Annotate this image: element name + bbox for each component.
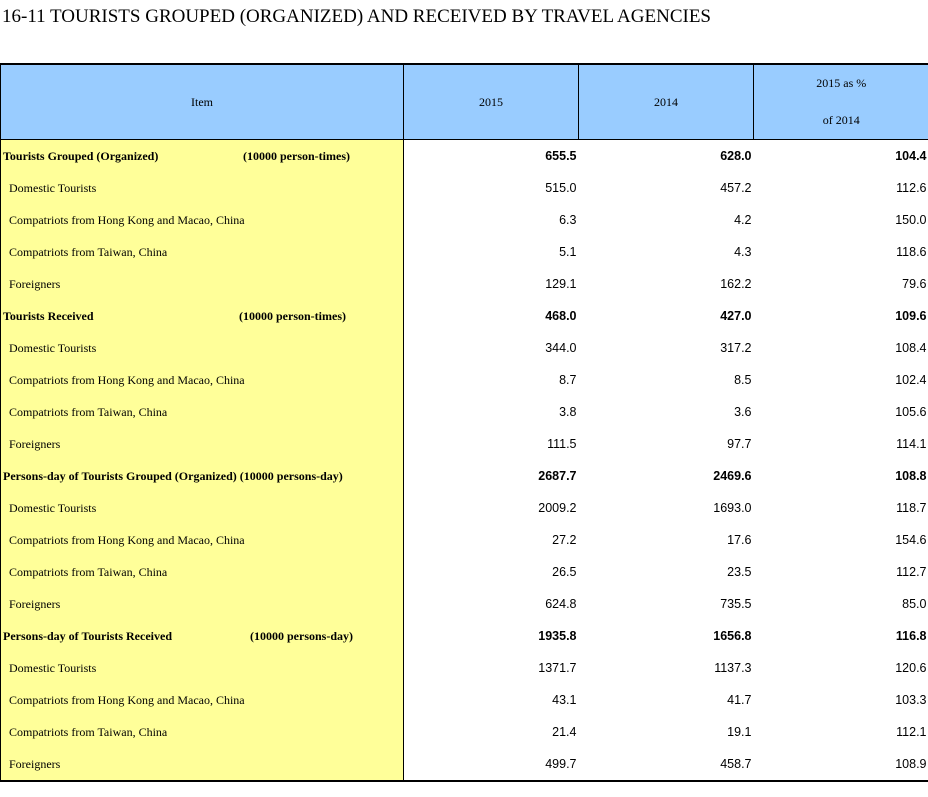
table-row bbox=[1, 332, 928, 364]
value-2014: 4.2 bbox=[734, 213, 752, 227]
item-cell bbox=[1, 460, 404, 492]
item-label: Compatriots from Hong Kong and Macao, China bbox=[9, 692, 245, 707]
item-unit: (10000 persons-day) bbox=[239, 468, 343, 483]
value-pct: 120.6 bbox=[895, 661, 927, 675]
value-2015: 111.5 bbox=[547, 437, 577, 451]
value-pct: 154.6 bbox=[895, 533, 927, 547]
item-label: Tourists Received bbox=[3, 308, 94, 323]
value-pct: 114.1 bbox=[896, 437, 927, 451]
category-row bbox=[1, 460, 928, 492]
item-cell bbox=[1, 524, 404, 556]
table-row bbox=[1, 588, 928, 620]
item-label: Compatriots from Taiwan, China bbox=[9, 724, 168, 739]
value-2014: 23.5 bbox=[727, 565, 752, 579]
item-label: Compatriots from Hong Kong and Macao, China bbox=[9, 372, 245, 387]
item-cell bbox=[1, 332, 404, 364]
value-pct: 108.4 bbox=[895, 341, 927, 355]
table-row bbox=[1, 556, 928, 588]
value-2015: 21.4 bbox=[552, 725, 577, 739]
value-2014: 97.7 bbox=[727, 437, 752, 451]
statistics-table bbox=[0, 63, 928, 782]
item-unit: (10000 persons-day) bbox=[250, 628, 354, 643]
item-cell bbox=[1, 652, 404, 684]
value-2015: 1935.8 bbox=[538, 629, 577, 643]
header-2015: 2015 bbox=[404, 64, 579, 140]
value-2014: 1137.3 bbox=[714, 661, 752, 675]
header-pct-line2: of 2014 bbox=[822, 113, 860, 127]
item-cell bbox=[1, 556, 404, 588]
item-label: Domestic Tourists bbox=[9, 340, 97, 355]
value-2015: 8.7 bbox=[559, 373, 577, 387]
value-pct: 150.0 bbox=[895, 213, 927, 227]
item-cell bbox=[1, 588, 404, 620]
item-label: Compatriots from Taiwan, China bbox=[9, 404, 168, 419]
value-2014: 1693.0 bbox=[713, 501, 752, 515]
value-2015: 344.0 bbox=[545, 341, 577, 355]
value-pct: 103.3 bbox=[895, 693, 927, 707]
value-pct: 108.8 bbox=[895, 469, 927, 483]
item-label: Compatriots from Hong Kong and Macao, China bbox=[9, 532, 245, 547]
table-row bbox=[1, 428, 928, 460]
value-2014: 458.7 bbox=[579, 748, 754, 781]
value-pct: 109.6 bbox=[895, 309, 927, 323]
header-item: Item bbox=[1, 64, 404, 140]
table-row bbox=[1, 492, 928, 524]
value-2014: 162.2 bbox=[720, 277, 752, 291]
category-row bbox=[1, 140, 928, 173]
value-2015: 2009.2 bbox=[538, 501, 577, 515]
value-pct: 116.8 bbox=[895, 629, 927, 643]
item-label: Foreigners bbox=[9, 596, 61, 611]
item-cell bbox=[1, 684, 404, 716]
value-pct: 105.6 bbox=[895, 405, 927, 419]
value-2014: 4.3 bbox=[734, 245, 752, 259]
item-cell bbox=[1, 748, 404, 781]
value-2015: 3.8 bbox=[559, 405, 577, 419]
item-cell bbox=[1, 268, 404, 300]
item-label: Domestic Tourists bbox=[9, 500, 97, 515]
value-pct: 118.6 bbox=[896, 245, 927, 259]
item-unit: (10000 person-times) bbox=[239, 308, 346, 323]
value-2014: 317.2 bbox=[720, 341, 752, 355]
item-cell bbox=[1, 620, 404, 652]
value-pct: 85.0 bbox=[902, 597, 927, 611]
value-pct: 104.4 bbox=[895, 149, 927, 163]
table-row bbox=[1, 364, 928, 396]
value-2014: 17.6 bbox=[727, 533, 752, 547]
header-pct bbox=[754, 64, 928, 140]
value-pct: 102.4 bbox=[895, 373, 927, 387]
table-row bbox=[1, 236, 928, 268]
item-unit: (10000 person-times) bbox=[243, 148, 350, 163]
page-title: 16-11 TOURISTS GROUPED (ORGANIZED) AND RECEIVED BY TRAVEL AGENCIES bbox=[2, 6, 711, 27]
value-2014: 3.6 bbox=[734, 405, 752, 419]
value-2014: 19.1 bbox=[727, 725, 752, 739]
item-cell bbox=[1, 492, 404, 524]
item-label: Compatriots from Hong Kong and Macao, China bbox=[9, 212, 245, 227]
category-row bbox=[1, 620, 928, 652]
value-pct: 112.7 bbox=[896, 565, 927, 579]
table-row bbox=[1, 684, 928, 716]
table-row bbox=[1, 652, 928, 684]
value-2014: 628.0 bbox=[720, 149, 752, 163]
value-2014: 8.5 bbox=[734, 373, 752, 387]
table-row bbox=[1, 268, 928, 300]
item-label: Foreigners bbox=[9, 756, 61, 771]
table-row bbox=[1, 204, 928, 236]
value-2015: 1371.7 bbox=[538, 661, 577, 675]
value-2015: 6.3 bbox=[559, 213, 577, 227]
table-row bbox=[1, 748, 928, 781]
item-cell bbox=[1, 172, 404, 204]
value-2015: 27.2 bbox=[552, 533, 577, 547]
header-2014: 2014 bbox=[579, 64, 754, 140]
value-2015: 43.1 bbox=[552, 693, 577, 707]
item-cell bbox=[1, 396, 404, 428]
value-2014: 457.2 bbox=[720, 181, 752, 195]
item-label: Domestic Tourists bbox=[9, 660, 97, 675]
value-2015: 5.1 bbox=[559, 245, 577, 259]
item-label: Persons-day of Tourists Grouped (Organized) bbox=[3, 468, 237, 483]
value-pct: 108.9 bbox=[754, 748, 928, 781]
value-2015: 624.8 bbox=[545, 597, 577, 611]
value-pct: 118.7 bbox=[896, 501, 927, 515]
item-label: Foreigners bbox=[9, 436, 61, 451]
value-2015: 515.0 bbox=[545, 181, 577, 195]
value-2014: 41.7 bbox=[727, 693, 752, 707]
item-cell bbox=[1, 204, 404, 236]
item-cell bbox=[1, 364, 404, 396]
value-2015: 655.5 bbox=[545, 149, 577, 163]
item-cell bbox=[1, 428, 404, 460]
value-2014: 2469.6 bbox=[713, 469, 752, 483]
item-cell bbox=[1, 300, 404, 332]
table-row bbox=[1, 524, 928, 556]
value-2014: 735.5 bbox=[720, 597, 752, 611]
table-row bbox=[1, 396, 928, 428]
header-pct-line1: 2015 as % bbox=[816, 76, 867, 90]
item-label: Foreigners bbox=[9, 276, 61, 291]
value-2015: 129.1 bbox=[545, 277, 577, 291]
table-row bbox=[1, 716, 928, 748]
value-pct: 112.6 bbox=[896, 181, 927, 195]
value-2015: 26.5 bbox=[552, 565, 577, 579]
value-2015: 499.7 bbox=[404, 748, 579, 781]
value-2014: 1656.8 bbox=[713, 629, 752, 643]
value-pct: 112.1 bbox=[896, 725, 927, 739]
item-cell bbox=[1, 716, 404, 748]
value-2015: 2687.7 bbox=[538, 469, 577, 483]
item-label: Compatriots from Taiwan, China bbox=[9, 244, 168, 259]
value-2015: 468.0 bbox=[545, 309, 577, 323]
item-label: Persons-day of Tourists Received bbox=[3, 628, 172, 643]
item-label: Domestic Tourists bbox=[9, 180, 97, 195]
item-cell bbox=[1, 236, 404, 268]
item-label: Compatriots from Taiwan, China bbox=[9, 564, 168, 579]
item-label: Tourists Grouped (Organized) bbox=[3, 148, 159, 163]
category-row bbox=[1, 300, 928, 332]
table-header-row bbox=[1, 64, 928, 140]
value-2014: 427.0 bbox=[720, 309, 752, 323]
value-pct: 79.6 bbox=[902, 277, 927, 291]
item-cell bbox=[1, 140, 404, 173]
table-row bbox=[1, 172, 928, 204]
